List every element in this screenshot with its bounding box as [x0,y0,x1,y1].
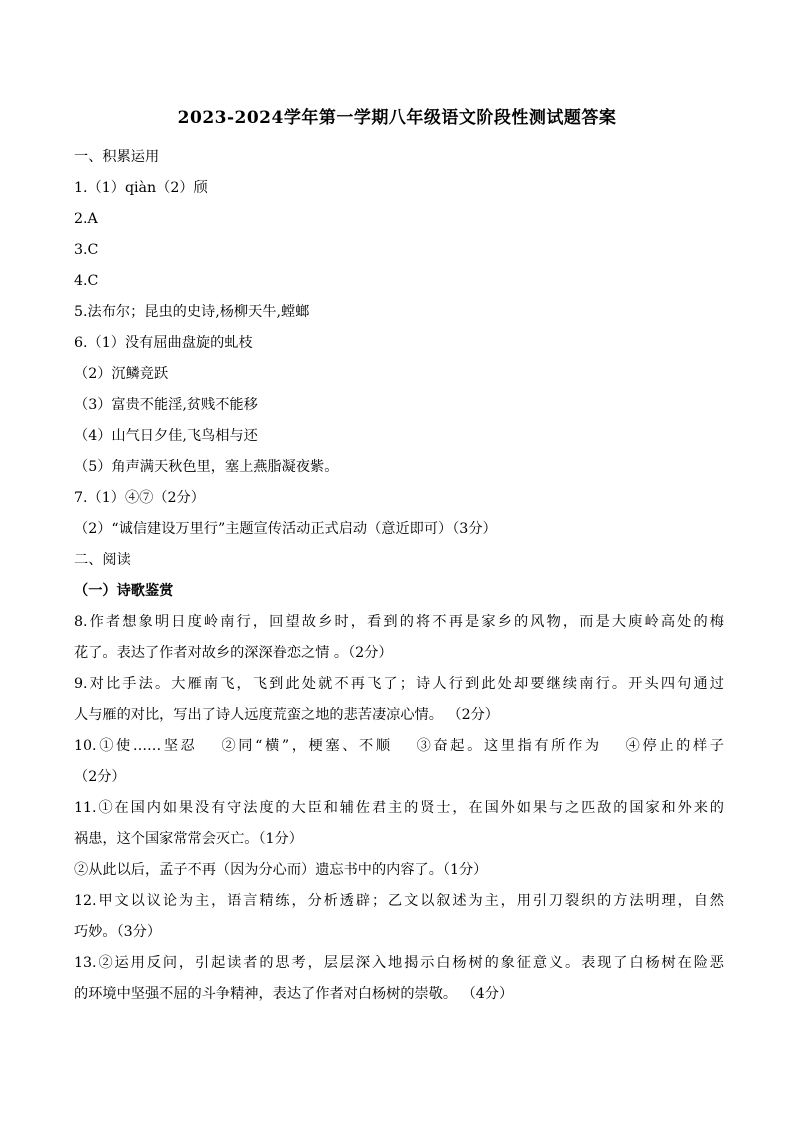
answer-line-13b: 的环境中坚强不屈的斗争精神，表达了作者对白杨树的崇敬。 （4分） [74,986,514,1002]
answer-line-10b: （2分） [74,769,126,785]
answer-line-6-1: 6.（1）没有屈曲盘旋的虬枝 [74,335,253,351]
document-title: 2023-2024学年第一学期八年级语文阶段性测试题答案 [177,108,617,128]
answer-line-9a: 9.对比手法。大雁南飞，飞到此处就不再飞了；诗人行到此处却要继续南行。开头四句通过 [74,676,724,692]
answer-line-13a: 13.②运用反问，引起读者的思考，层层深入地揭示白杨树的象征意义。表现了白杨树在险恶 [74,955,724,971]
answer-line-12b: 巧妙。（3分） [74,924,162,940]
answer-line-3: 3.C [74,242,99,258]
answer-line-7-2: （2）“诚信建设万里行”主题宣传活动正式启动（意近即可）（3分） [74,521,497,537]
answer-line-5: 5.法布尔；昆虫的史诗,杨柳天牛,螳螂 [74,304,310,320]
answer-line-7-1: 7.（1）④⑦（2分） [74,490,205,506]
answer-line-6-2: （2）沉鳞竞跃 [74,366,169,382]
answer-line-11a: 11.①在国内如果没有守法度的大臣和辅佐君主的贤士，在国外如果与之匹敌的国家和外来的 [74,800,724,816]
section-heading-reading: 二、阅读 [74,552,131,568]
subsection-heading-poetry: （一）诗歌鉴赏 [74,583,174,599]
section-heading-accumulation: 一、积累运用 [74,149,160,165]
answer-line-6-3: （3）富贵不能淫,贫贱不能移 [74,397,258,413]
answer-line-2: 2.A [74,211,98,227]
answer-line-9b: 人与雁的对比，写出了诗人远度荒蛮之地的悲苦凄凉心情。 （2分） [74,707,499,723]
answer-line-4: 4.C [74,273,99,289]
answer-line-11c: ②从此以后，孟子不再（因为分心而）遗忘书中的内容了。（1分） [74,862,488,878]
answer-line-6-4: （4）山气日夕佳,飞鸟相与还 [74,428,258,444]
answer-line-12a: 12.甲文以议论为主，语言精练，分析透辟；乙文以叙述为主，用引刀裂织的方法明理，自然 [74,893,724,909]
answer-line-11b: 祸患，这个国家常常会灭亡。（1分） [74,831,303,847]
answer-line-8b: 花了。表达了作者对故乡的深深眷恋之情 。（2分） [74,645,393,661]
answer-content [74,142,724,1010]
answer-line-8a: 8.作者想象明日度岭南行，回望故乡时，看到的将不再是家乡的风物，而是大庾岭高处的梅 [74,614,724,630]
answer-line-10a: 10.①使……坚忍 ②同“横”，梗塞、不顺 ③奋起。这里指有所作为 ④停止的样子 [74,738,724,754]
answer-line-1: 1.（1）qiàn（2）颀 [74,180,208,196]
answer-line-6-5: （5）角声满天秋色里，塞上燕脂凝夜紫。 [74,459,339,475]
